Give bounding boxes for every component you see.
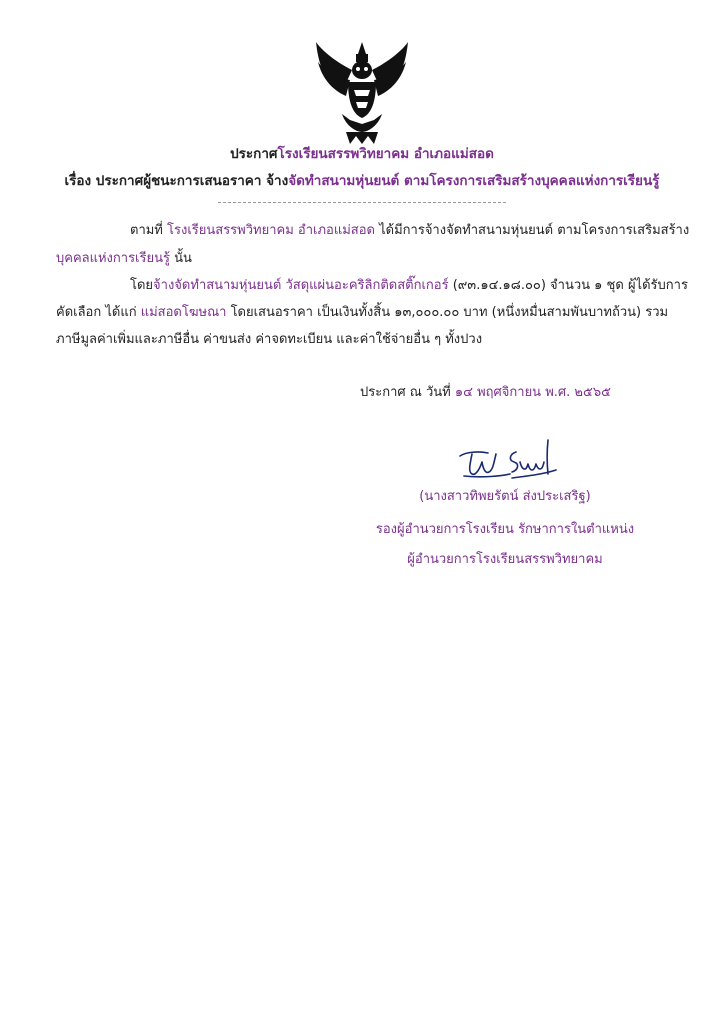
garuda-emblem-icon [312,40,412,146]
signatory-position-1: รองผู้อำนวยการโรงเรียน รักษาการในตำแหน่ง [375,522,635,537]
date-value: ๑๔ พฤศจิกายน พ.ศ. ๒๕๖๕ [454,385,611,400]
paragraph-2-line-2: คัดเลือก ได้แก่ แม่สอดโฆษณา โดยเสนอราคา เป็นเงินทั้งสิ้น ๑๓,๐๐๐.๐๐ บาท (หนึ่งหมื่นสามพันบาทถ้วน) รวม [56,305,669,320]
date-label: ประกาศ ณ วันที่ [360,385,455,400]
project-name-end: บุคคลแห่งการเรียนรู้ [56,251,170,266]
signatory-name: (นางสาวทิพยรัตน์ ส่งประเสริฐ) [419,489,591,504]
subject-label: เรื่อง ประกาศผู้ชนะการเสนอราคา จ้าง [64,173,289,189]
handwritten-signature [452,434,562,484]
announcement-subject [0,172,724,190]
signatory-position-2: ผู้อำนวยการโรงเรียนสรรพวิทยาคม [407,552,603,567]
paragraph-2-line-1: โดยจ้างจัดทำสนามหุ่นยนต์ วัสดุแผ่นอะคริลิกติดสติ๊กเกอร์ (๙๓.๑๔.๑๘.๐๐) จำนวน ๑ ชุด ผู้ได้รับการ [130,278,688,293]
paragraph-1-line-2: บุคคลแห่งการเรียนรู้ นั้น [56,251,192,266]
procurement-item: จ้างจัดทำสนามหุ่นยนต์ วัสดุแผ่นอะคริลิกติดสติ๊กเกอร์ [153,278,449,293]
title-school: โรงเรียนสรรพวิทยาคม อำเภอแม่สอด [277,146,494,162]
announcement-date [360,384,611,402]
subject-project: จัดทำสนามหุ่นยนต์ ตามโครงการเสริมสร้างบุคคลแห่งการเรียนรู้ [288,173,660,189]
school-name: โรงเรียนสรรพวิทยาคม อำเภอแม่สอด [167,223,375,238]
paragraph-1-line-1: ตามที่ โรงเรียนสรรพวิทยาคม อำเภอแม่สอด ได้มีการจ้างจัดทำสนามหุ่นยนต์ ตามโครงการเสริมสร้าง [130,223,690,238]
title-prefix: ประกาศ [230,146,278,162]
vendor-name: แม่สอดโฆษณา [140,305,227,320]
announcement-title [0,145,724,163]
title-divider [218,202,506,204]
paragraph-2-line-3: ภาษีมูลค่าเพิ่มและภาษีอื่น ค่าขนส่ง ค่าจดทะเบียน และค่าใช้จ่ายอื่น ๆ ทั้งปวง [56,332,483,347]
